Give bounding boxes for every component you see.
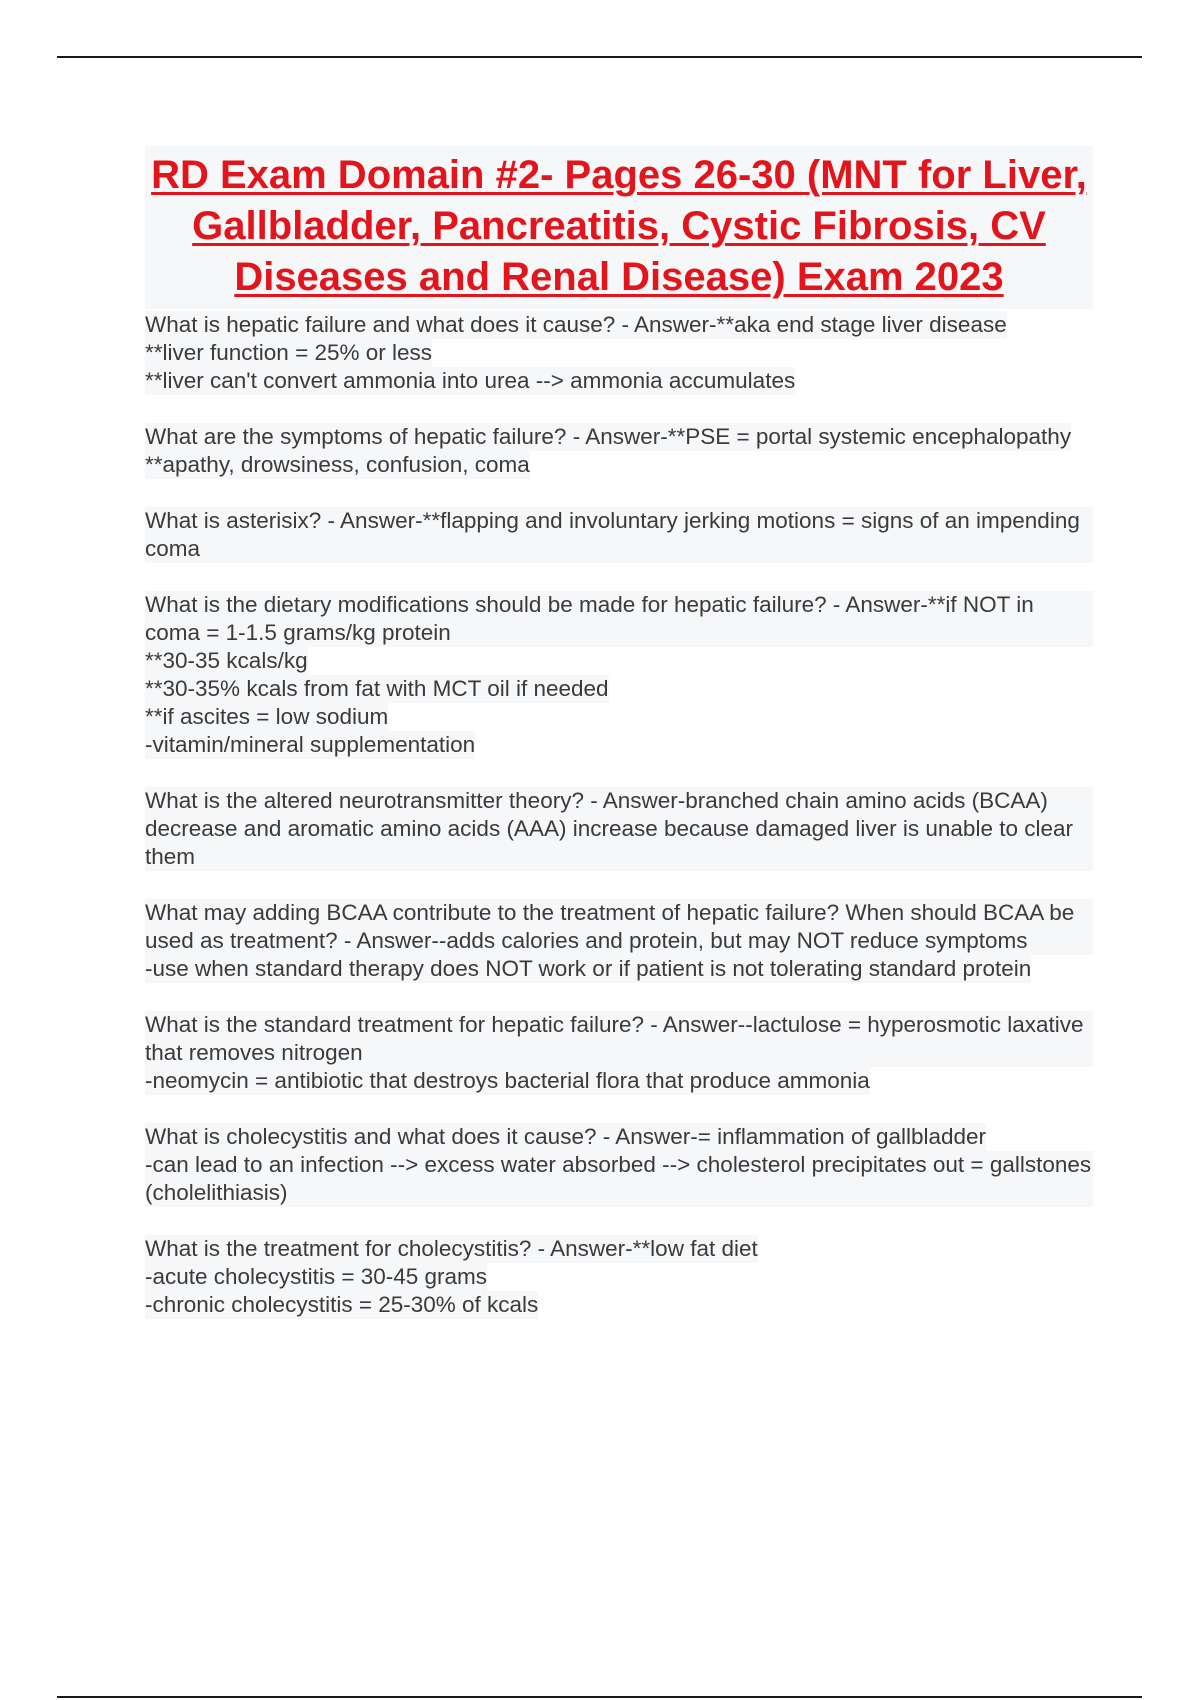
qa-list: [145, 311, 1098, 1319]
qa-item: [145, 787, 1093, 871]
bottom-rule: [57, 1696, 1142, 1698]
qa-line: -can lead to an infection --> excess water absorbed --> cholesterol precipitates out = gallstones (cholelithiasis): [145, 1152, 1098, 1205]
qa-item: [145, 1011, 1093, 1095]
qa-line: **liver can't convert ammonia into urea --> ammonia accumulates: [145, 368, 796, 393]
qa-line: **if ascites = low sodium: [145, 704, 389, 729]
qa-item: [145, 591, 1093, 759]
qa-line: What is the standard treatment for hepatic failure? - Answer--lactulose = hyperosmotic laxative that removes nitrogen: [145, 1011, 1093, 1067]
qa-line: What may adding BCAA contribute to the treatment of hepatic failure? When should BCAA be used as treatment? - Answer--adds calories and protein, but may NOT reduce symptoms: [145, 899, 1093, 955]
qa-line: **30-35% kcals from fat with MCT oil if needed: [145, 676, 609, 701]
qa-item: [145, 1235, 1093, 1319]
qa-line: What is the dietary modifications should be made for hepatic failure? - Answer-**if NOT in coma = 1-1.5 grams/kg protein: [145, 591, 1093, 647]
qa-line: -chronic cholecystitis = 25-30% of kcals: [145, 1292, 539, 1317]
qa-item: [145, 507, 1093, 563]
qa-line: **apathy, drowsiness, confusion, coma: [145, 452, 530, 477]
qa-item: [145, 311, 1093, 395]
document-title: RD Exam Domain #2- Pages 26-30 (MNT for Liver, Gallbladder, Pancreatitis, Cystic Fibrosis, CV Diseases and Renal Disease) Exam 2023: [151, 153, 1087, 299]
qa-line: -use when standard therapy does NOT work or if patient is not tolerating standard protein: [145, 956, 1032, 981]
qa-line: What is the altered neurotransmitter theory? - Answer-branched chain amino acids (BCAA) decrease and aromatic amino acids (AAA) increase because damaged liver is unable to clear them: [145, 787, 1093, 871]
qa-line: -neomycin = antibiotic that destroys bacterial flora that produce ammonia: [145, 1068, 870, 1093]
qa-line: -vitamin/mineral supplementation: [145, 732, 476, 757]
qa-line: What is cholecystitis and what does it cause? - Answer-= inflammation of gallbladder: [145, 1124, 987, 1149]
qa-line: What is the treatment for cholecystitis? - Answer-**low fat diet: [145, 1236, 758, 1261]
qa-line: What is hepatic failure and what does it cause? - Answer-**aka end stage liver disease: [145, 312, 1007, 337]
qa-line: What are the symptoms of hepatic failure? - Answer-**PSE = portal systemic encephalopathy: [145, 424, 1072, 449]
qa-line: What is asterisix? - Answer-**flapping and involuntary jerking motions = signs of an impending coma: [145, 507, 1093, 563]
qa-line: **liver function = 25% or less: [145, 340, 433, 365]
qa-line: **30-35 kcals/kg: [145, 648, 308, 673]
qa-item: [145, 423, 1093, 479]
document-body: [145, 146, 1098, 1347]
qa-item: [145, 1123, 1098, 1207]
qa-item: [145, 899, 1093, 983]
title-block: [145, 146, 1093, 309]
top-rule: [57, 56, 1142, 58]
qa-line: -acute cholecystitis = 30-45 grams: [145, 1264, 488, 1289]
